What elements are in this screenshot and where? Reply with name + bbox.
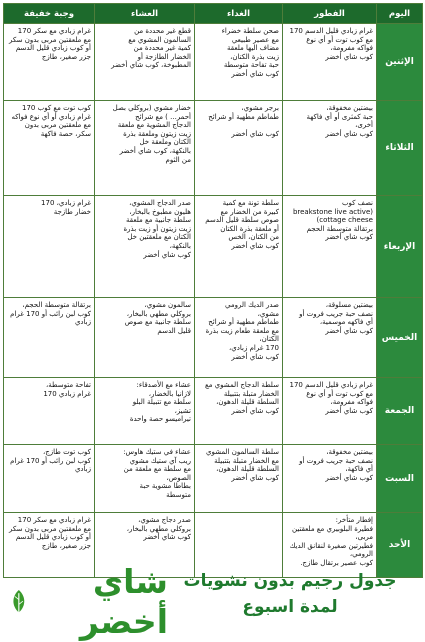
dinner-cell: عشاء في ستيك هاوس: ريب آي ستيك مشوي مع سلطة مع ملعقة من الصوص، بطاطا مشوية حبة متوسطة [95, 445, 195, 513]
day-cell: الخميس [377, 298, 423, 378]
brand-name: شاي أخضر [79, 562, 168, 641]
weekly-diet-table [3, 3, 423, 578]
lunch-cell: صحن سلطة خضراء مع عصير طبيعي مضاف اليها ملعقة زيت بذرة الكتان، حبة تفاحة متوسطة كوب شاي أخضر [195, 24, 283, 101]
lunch-cell: سلطة السالمون المشوي مع الخضار متبلة بتتبيلة السلطة قليلة الدهون، كوب شاي أخضر [195, 445, 283, 513]
snack-cell: غرام زبادي، 170 خضار طازجة [4, 196, 95, 298]
breakfast-cell: إفطار متأخر: فطيرة البلوبيري مع ملعقتين مربى، فطيرتين صغيرة لنقانق الديك الرومي، كوب عصير برتقال طازج. [283, 513, 377, 578]
header-breakfast: الفطور [283, 4, 377, 24]
header-snack: وجبة خفيفة [4, 4, 95, 24]
header-dinner: العشاء [95, 4, 195, 24]
dinner-cell: صدر دجاج مشوي، بروكلي مطهي بالبخار، كوب شاي أخضر [95, 513, 195, 578]
lunch-cell: سلطة الدجاج المشوي مع الخضار متبلة بتتبيلة السلطة قليلة الدهون، كوب شاي أخضر [195, 378, 283, 445]
table-row [4, 24, 423, 101]
breakfast-cell: نصف كوب (breakstone live active cottage cheese) برتقالة متوسطة الحجم كوب شاي أخضر [283, 196, 377, 298]
snack-cell: غرام زبادي مع سكر 170 مع ملعقتين مربى بدون سكر أو كوب زبادي قليل الدسم جزر صغير، طازج [4, 513, 95, 578]
brand-logo [8, 562, 168, 641]
dinner-cell: سالمون مشوي، بروكلي مطهي بالبخار، سلطة جانبية مع صوص قليل الدسم [95, 298, 195, 378]
plan-title-line2: لمدة اسبوع [242, 597, 338, 617]
lunch-cell: صدر الديك الرومي مشوي، طماطم مطهية أو شرائح مع ملعقة طعام زيت بذرة الكتان، 170 غرام زبادي، كوب شاي أخضر [195, 298, 283, 378]
table-row [4, 298, 423, 378]
lunch-cell: سلطة تونة مع كمية كبيرة من الخضار مع صوص سلطة قليل الدسم أو ملعقة بذرة الكتان من الكتان، الخس كوب شاي أخضر [195, 196, 283, 298]
dinner-cell: خضار مشوي (بروكلي بصل أحمر... ) مع شرائح الدجاج المشوية مع ملعقة زيت زيتون وملعقة بذرة الكتان وملعقة خل بالنكهة، كوب شاي أخضر من الثوم [95, 101, 195, 196]
dinner-cell: قطع غير محددة من السالمون المشوي مع كمية غير محددة من الخضار الطازجة أو المطبوخة، كوب شاي أخضر [95, 24, 195, 101]
day-cell: السبت [377, 445, 423, 513]
table-row [4, 445, 423, 513]
snack-cell: كوب توت طازج، كوب لبن رائب أو 170 غرام زبادي [4, 445, 95, 513]
table-row [4, 101, 423, 196]
plan-title [158, 568, 422, 620]
breakfast-cell: بيضتين مخفوقة، نصف حبة جريب فروت أو أي فاكهة، كوب شاي أخضر [283, 445, 377, 513]
table-row [4, 196, 423, 298]
table-row [4, 378, 423, 445]
header-day: اليوم [377, 4, 423, 24]
day-cell: الإربعاء [377, 196, 423, 298]
table-header-row [4, 4, 423, 24]
day-cell: الإثنين [377, 24, 423, 101]
breakfast-cell: بيضتين مخفوقة، حبة كمثرى أو أي فاكهة أخرى، كوب شاي أخضر [283, 101, 377, 196]
snack-cell: برتقالة متوسطة الحجم، كوب لبن رائب أو 170 غرام زبادي [4, 298, 95, 378]
breakfast-cell: بيضتين مسلوقة، نصف حبة جريب فروت أو أي فاكهه موسمية، كوب شاي أخضر [283, 298, 377, 378]
day-cell: الأحد [377, 513, 423, 578]
lunch-cell: برجر مشوي، طماطم مطهية أو شرائح كوب شاي أخضر [195, 101, 283, 196]
breakfast-cell: غرام زبادي قليل الدسم 170 مع كوب توت أو أي نوع فواكه مفرومة، كوب شاي أخضر [283, 24, 377, 101]
dinner-cell: عشاء مع الأصدقاء: لازانيا بالخضار، سلطة مع تتبيلة البلو تشيز، تيراميسو حصة واحدة [95, 378, 195, 445]
breakfast-cell: غرام زبادي قليل الدسم 170 مع كوب توت أو أي نوع فواكه مفرومة، كوب شاي أخضر [283, 378, 377, 445]
day-cell: الجمعة [377, 378, 423, 445]
snack-cell: تفاحة متوسطة، غرام زبادي 170 [4, 378, 95, 445]
leaf-icon [10, 585, 28, 619]
plan-title-line1: جدول رجيم بدون نشويات [183, 571, 397, 591]
snack-cell: غرام زبادي مع سكر 170 مع ملعقتين مربى بدون سكر أو كوب زبادي قليل الدسم جزر صغير، طازج [4, 24, 95, 101]
footer [0, 560, 425, 640]
snack-cell: كوب توت مع كوب 170 غرام زبادي أو أي نوع فواكه مع ملعقتين مربى بدون سكر، حصة فاكهة [4, 101, 95, 196]
header-lunch: الغداء [195, 4, 283, 24]
dinner-cell: صدر الدجاج المشوي، هليون مطبوخ بالبخار، سلطة جانبية مع ملعقة زيت زيتون أو زيت بذرة الكتان مع ملعقتين خل بالنكهة، كوب شاي أخضر [95, 196, 195, 298]
day-cell: الثلاثاء [377, 101, 423, 196]
